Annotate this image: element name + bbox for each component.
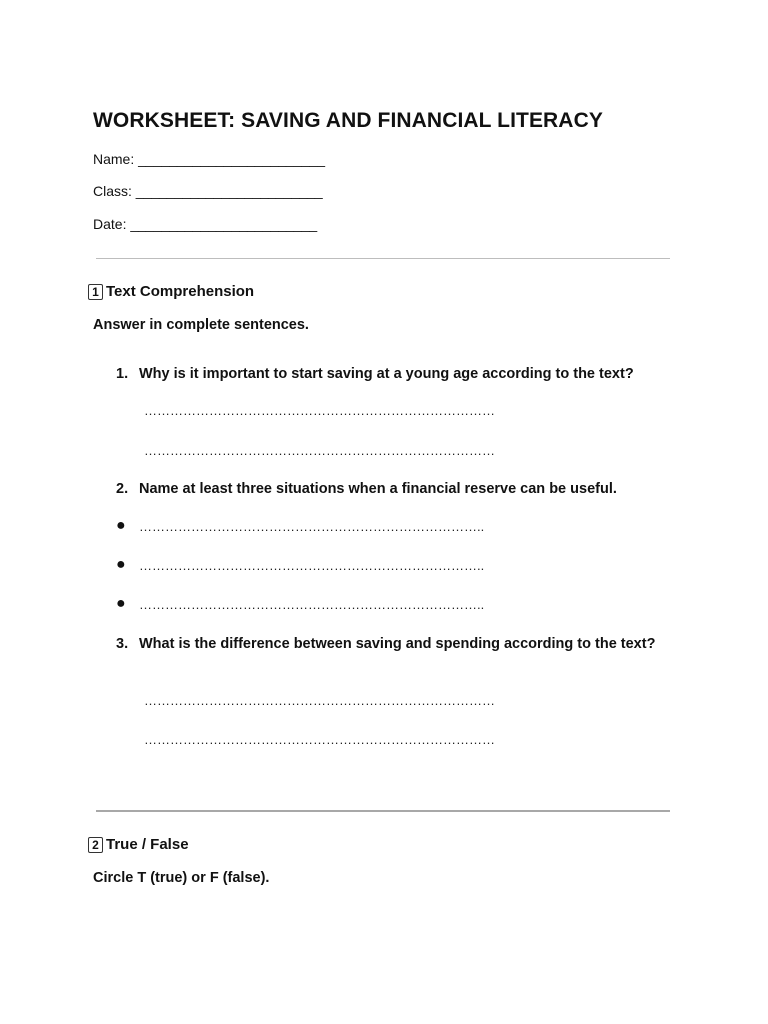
- section-1-heading: [88, 283, 254, 300]
- question-1-number: 1.: [116, 366, 129, 382]
- question-1-answer-line: ………………………………………………………………………: [144, 443, 495, 458]
- bullet-icon: ●: [116, 517, 126, 534]
- question-3-answer-line: ………………………………………………………………………: [144, 732, 495, 747]
- question-3-answer-line: ………………………………………………………………………: [144, 693, 495, 708]
- divider-top: [96, 258, 670, 259]
- section-1-title: Text Comprehension: [106, 283, 255, 300]
- question-2-bullet-line: ……………………………………………………………………..: [139, 597, 485, 612]
- date-field: Date: ________________________: [93, 216, 318, 232]
- section-2-heading: [88, 836, 189, 853]
- divider-bottom: [96, 810, 670, 812]
- name-field: Name: ________________________: [93, 151, 325, 167]
- question-2-number: 2.: [116, 481, 129, 497]
- section-1-number-icon: 1: [88, 284, 103, 300]
- worksheet-title: WORKSHEET: SAVING AND FINANCIAL LITERACY: [93, 109, 603, 132]
- question-2-text: Name at least three situations when a financial reserve can be useful.: [139, 481, 617, 497]
- question-2-bullet-line: ……………………………………………………………………..: [139, 519, 485, 534]
- section-2-title: True / False: [106, 836, 189, 853]
- question-3-number: 3.: [116, 636, 129, 652]
- section-1-instruction: Answer in complete sentences.: [93, 317, 309, 333]
- bullet-icon: ●: [116, 595, 126, 612]
- section-2-number-icon: 2: [88, 837, 103, 853]
- question-2-bullet-line: ……………………………………………………………………..: [139, 558, 485, 573]
- question-1-answer-line: ………………………………………………………………………: [144, 403, 495, 418]
- class-field: Class: ________________________: [93, 183, 323, 199]
- section-2-instruction: Circle T (true) or F (false).: [93, 870, 270, 886]
- question-3-text: What is the difference between saving and spending according to the text?: [139, 636, 656, 652]
- bullet-icon: ●: [116, 556, 126, 573]
- question-1-text: Why is it important to start saving at a young age according to the text?: [139, 366, 634, 382]
